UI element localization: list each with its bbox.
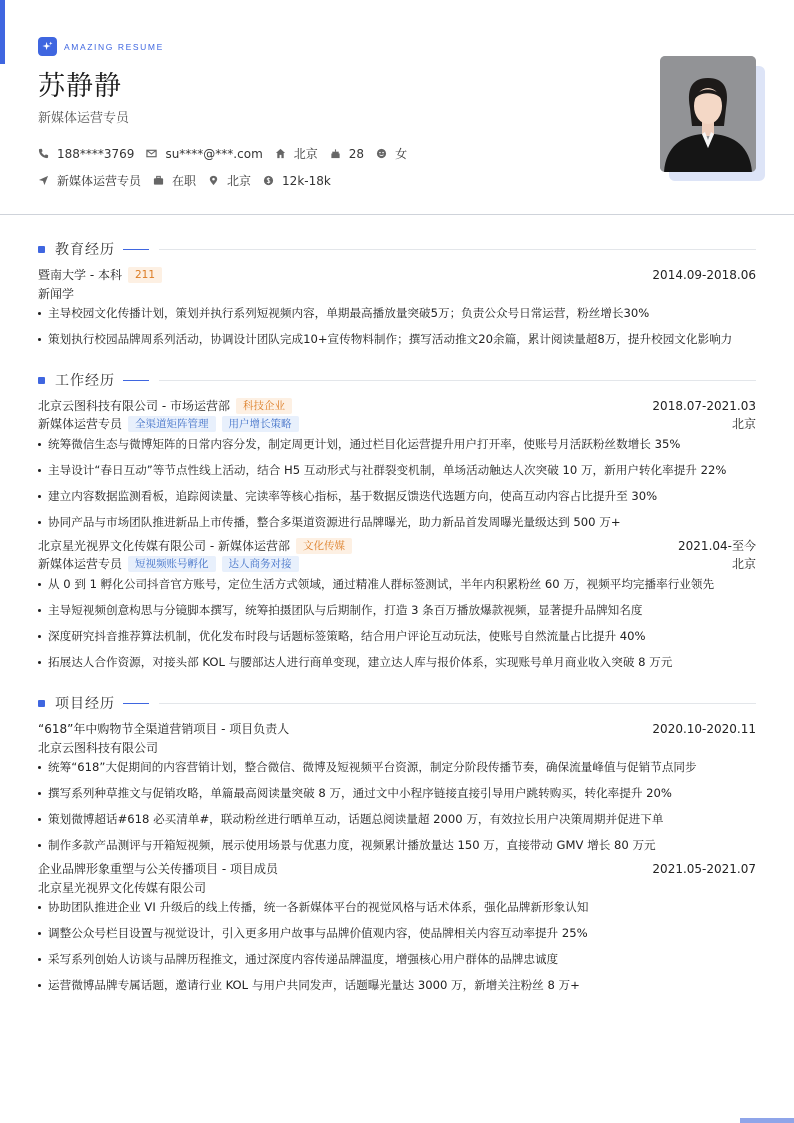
- mail-icon: [146, 148, 157, 159]
- list-item: 撰写系列种草推文与促销攻略，单篇最高阅读量突破 8 万，通过文中小程序链接直接引导用户跳转购买，转化率提升 20%: [38, 785, 756, 801]
- list-item: 深度研究抖音推荐算法机制，优化发布时段与话题标签策略，结合用户评论互动玩法，使账号自然流量占比提升 40%: [38, 628, 756, 644]
- status-item: [153, 172, 196, 189]
- section-accent-line: [123, 249, 149, 250]
- work-skill-tag: 用户增长策略: [222, 416, 299, 432]
- home-icon: [275, 148, 286, 159]
- work-company-tag: 文化传媒: [296, 538, 352, 554]
- salary-item: [263, 174, 331, 188]
- work-company: 北京星光视界文化传媒有限公司 - 新媒体运营部: [38, 539, 290, 553]
- list-item: 策划执行校园品牌周系列活动，协调设计团队完成10+宣传物料制作；撰写活动推文20余篇，累计阅读量超8万，提升校园文化影响力: [38, 331, 756, 347]
- work-entry-header: [38, 397, 756, 414]
- work-dates: 2018.07-2021.03: [652, 398, 756, 413]
- brand-label: AMAZING RESUME: [64, 41, 164, 52]
- status-value: 在职: [172, 174, 197, 188]
- section-education-title: 教育经历: [55, 242, 115, 258]
- phone-item: [38, 147, 134, 161]
- section-dot: [38, 700, 45, 707]
- work-skill-tag: 短视频账号孵化: [128, 556, 216, 572]
- work-role: 新媒体运营专员: [38, 417, 123, 431]
- gender-value: 女: [395, 147, 408, 161]
- project-entry-header: [38, 860, 756, 877]
- list-item: 建立内容数据监测看板，追踪阅读量、完读率等核心指标，基于数据反馈迭代选题方向，使高互动内容占比提升至 30%: [38, 488, 756, 504]
- header-divider: [0, 214, 794, 215]
- footer-accent-bar: [740, 1118, 794, 1123]
- project-name: 企业品牌形象重塑与公关传播项目 - 项目成员: [38, 862, 278, 876]
- work-role: 新媒体运营专员: [38, 557, 123, 571]
- project-company: 北京云图科技有限公司: [38, 741, 159, 755]
- gender-item: [376, 145, 407, 162]
- list-item: 运营微博品牌专属话题，邀请行业 KOL 与用户共同发声，话题曝光量达 3000 万，新增关注粉丝 8 万+: [38, 977, 756, 993]
- target-city-item: [208, 172, 251, 189]
- list-item: 统筹微信生态与微博矩阵的日常内容分发，制定周更计划，通过栏目化运营提升用户打开率，使账号月活跃粉丝数增长 35%: [38, 436, 756, 452]
- project-entry-header: [38, 720, 756, 737]
- hometown-item: [275, 145, 318, 162]
- candidate-title: 新媒体运营专员: [38, 111, 130, 126]
- list-item: 调整公众号栏目设置与视觉设计，引入更多用户故事与品牌价值观内容，使品牌相关内容互动率提升 25%: [38, 925, 756, 941]
- list-item: 采写系列创始人访谈与品牌历程推文，通过深度内容传递品牌温度，增强核心用户群体的品牌忠诚度: [38, 951, 756, 967]
- section-dot: [38, 377, 45, 384]
- list-item: 制作多款产品测评与开箱短视频，展示使用场景与优惠力度，视频累计播放量达 150 万，直接带动 GMV 增长 80 万元: [38, 837, 756, 853]
- education-major: 新闻学: [38, 287, 75, 301]
- section-projects-title: 项目经历: [55, 696, 115, 712]
- cake-icon: [330, 148, 341, 159]
- email-value: su****@***.com: [165, 146, 263, 161]
- work-entry-header: [38, 537, 756, 554]
- phone-value: 188****3769: [57, 146, 135, 161]
- list-item: 主导校园文化传播计划，策划并执行系列短视频内容，单期最高播放量突破5万；负责公众号日常运营，粉丝增长30%: [38, 305, 756, 321]
- send-icon: [38, 175, 49, 186]
- target-role-item: [38, 172, 141, 189]
- target-city-value: 北京: [227, 174, 252, 188]
- project-company: 北京星光视界文化传媒有限公司: [38, 881, 207, 895]
- education-entry-header: [38, 266, 756, 283]
- target-role-value: 新媒体运营专员: [57, 174, 142, 188]
- work-company: 北京云图科技有限公司 - 市场运营部: [38, 399, 230, 413]
- list-item: 策划微博超话#618 必买清单#，联动粉丝进行晒单互动，话题总阅读量超 2000 万，有效拉长用户决策周期并促进下单: [38, 811, 756, 827]
- section-dot: [38, 246, 45, 253]
- contact-row: [38, 145, 419, 162]
- section-work-header: [38, 370, 756, 390]
- section-rule: [159, 703, 756, 704]
- briefcase-icon: [153, 175, 164, 186]
- section-education-header: [38, 239, 756, 259]
- list-item: 从 0 到 1 孵化公司抖音官方账号，定位生活方式领域，通过精准人群标签测试，半年内积累粉丝 60 万，视频平均完播率行业领先: [38, 576, 756, 592]
- email-item: [146, 147, 262, 161]
- age-value: 28: [348, 146, 365, 161]
- project-name: “618”年中购物节全渠道营销项目 - 项目负责人: [38, 722, 290, 736]
- intent-row: [38, 172, 343, 189]
- hometown-value: 北京: [293, 147, 318, 161]
- section-rule: [159, 249, 756, 250]
- brand: [38, 37, 164, 56]
- section-accent-line: [123, 703, 149, 704]
- section-work-title: 工作经历: [55, 373, 115, 389]
- candidate-name: 苏静静: [38, 71, 122, 102]
- money-icon: [263, 175, 274, 186]
- section-projects-header: [38, 693, 756, 713]
- list-item: 主导短视频创意构思与分镜脚本撰写，统筹拍摄团队与后期制作，打造 3 条百万播放爆款视频，显著提升品牌知名度: [38, 602, 756, 618]
- work-role-row: [38, 555, 756, 572]
- section-accent-line: [123, 380, 149, 381]
- work-skill-tag: 达人商务对接: [222, 556, 299, 572]
- list-item: 拓展达人合作资源，对接头部 KOL 与腰部达人进行商单变现，建立达人库与报价体系，实现账号单月商业收入突破 8 万元: [38, 654, 756, 670]
- phone-icon: [38, 148, 49, 159]
- gender-icon: [376, 148, 387, 159]
- age-item: [330, 147, 364, 161]
- education-school: 暨南大学 - 本科: [38, 268, 122, 282]
- education-tag: 211: [128, 267, 162, 283]
- section-rule: [159, 380, 756, 381]
- salary-value: 12k-18k: [282, 173, 331, 188]
- location-icon: [208, 175, 219, 186]
- project-dates: 2020.10-2020.11: [652, 721, 756, 736]
- list-item: 协同产品与市场团队推进新品上市传播，整合多渠道资源进行品牌曝光，助力新品首发周曝光量级达到 500 万+: [38, 514, 756, 530]
- education-dates: 2014.09-2018.06: [652, 267, 756, 282]
- work-skill-tag: 全渠道矩阵管理: [128, 416, 216, 432]
- work-role-row: [38, 415, 756, 432]
- work-dates: 2021.04-至今: [678, 539, 756, 553]
- list-item: 统筹“618”大促期间的内容营销计划，整合微信、微博及短视频平台资源，制定分阶段传播节奏，确保流量峰值与促销节点同步: [38, 759, 756, 775]
- profile-photo: [660, 56, 756, 172]
- sparkle-icon: [38, 37, 57, 56]
- work-city: 北京: [731, 417, 756, 431]
- list-item: 协助团队推进企业 VI 升级后的线上传播，统一各新媒体平台的视觉风格与话术体系，强化品牌新形象认知: [38, 899, 756, 915]
- work-company-tag: 科技企业: [236, 398, 292, 414]
- header-accent-bar: [0, 0, 5, 64]
- work-city: 北京: [731, 557, 756, 571]
- list-item: 主导设计“春日互动”等节点性线上活动，结合 H5 互动形式与社群裂变机制，单场活动触达人次突破 10 万，新用户转化率提升 22%: [38, 462, 756, 478]
- project-dates: 2021.05-2021.07: [652, 861, 756, 876]
